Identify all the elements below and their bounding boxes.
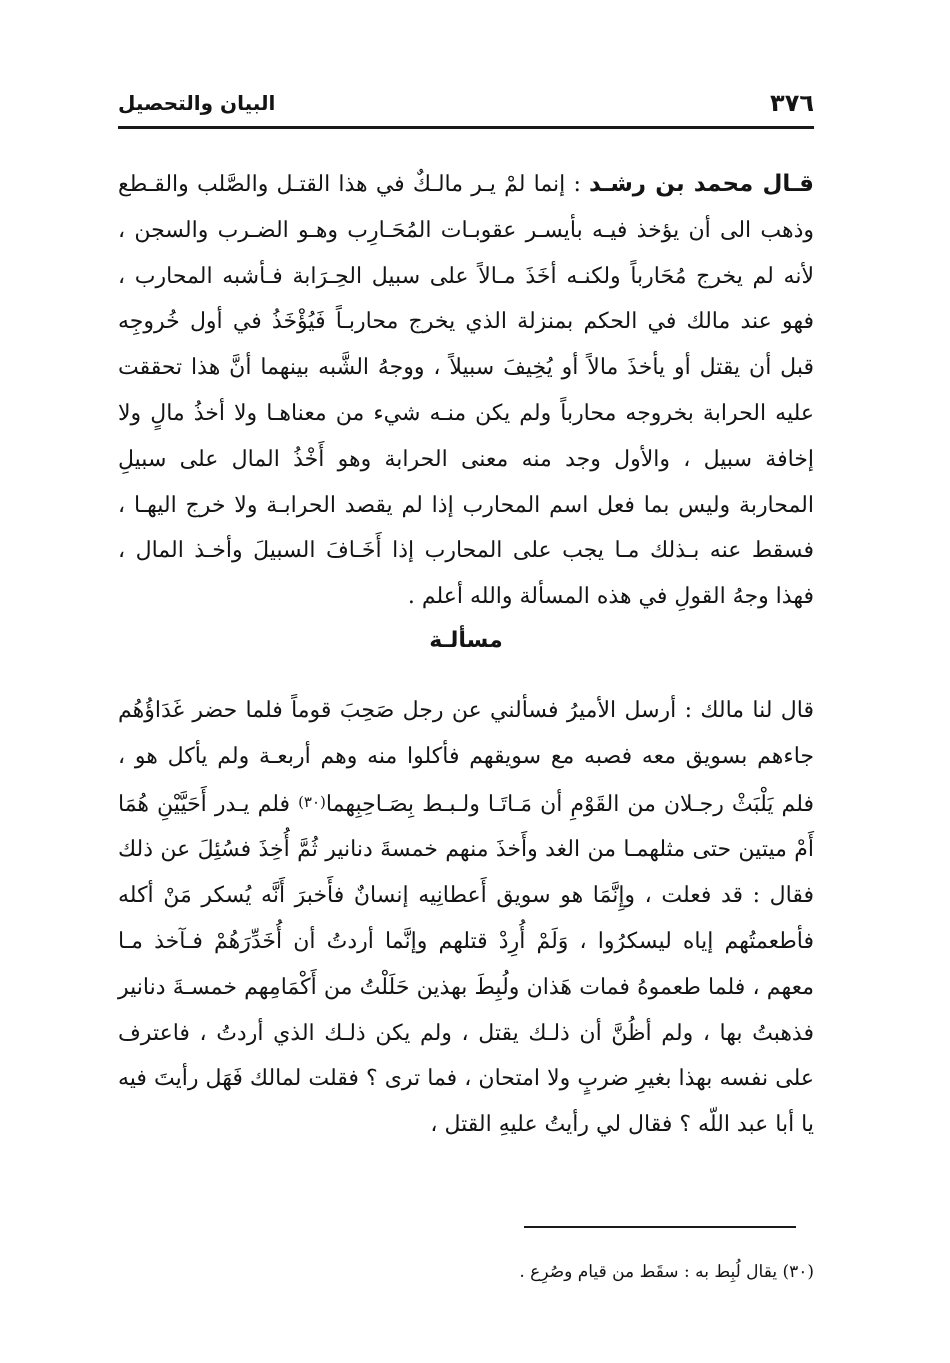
commentary-paragraph	[118, 162, 814, 622]
question-paragraph	[118, 688, 814, 1208]
commentary-speaker: قـال محمد بن رشـد	[589, 171, 814, 197]
page-header	[118, 86, 814, 129]
footnote-reference: (٣٠)	[298, 792, 326, 811]
running-title: البيان والتحصيل	[118, 91, 276, 115]
footnote-text: (٣٠) يقال لُبِط به : سقَط من قيام وصُرِع .	[519, 1262, 814, 1282]
page-number: ٣٧٦	[770, 89, 814, 117]
question-body-end: فلم يـدر أَحَيَّيْنِ هُمَا أَمْ ميتين حتى مثلهمـا من الغد وأَخذَ منهم خمسةَ دنانير ثُمَّ أُخِذَ فسُئِلَ عن ذلك فقال : قد فعلت ، وإِنَّمَا هو سويق أَعطانِيه إنسانٌ فأَخبرَ أَنَّه يُسكر مَنْ أكله فأطعمتُهم إياه ليسكرُوا ، وَلَمْ أُرِدْ قتلهم وإنَّما أردتُ أن أُخَدِّرَهُمْ فـآخذ مـا معهم ، فلما طعموهُ فمات هَذان ولُبِطَ بهذين حَلَلْتُ من أَكْمَامِهم خمسـةَ دنانير فذهبتُ بها ، ولم أظُنَّ أن ذلـك يقتل ، ولم يكن ذلـك الذي أردتُ ، فاعترف على نفسه بهذا بغيرِ ضربٍ ولا امتحان ، فما ترى ؟ فقلت لمالك فَهَل رأيتَ فيه يا أبا عبد اللّه ؟ فقال لي رأيتُ عليهِ القتل ،	[118, 791, 814, 1138]
section-heading: مسألـة	[429, 628, 503, 653]
commentary-text	[118, 162, 814, 620]
question-text	[118, 688, 814, 1148]
footnote-divider	[524, 1226, 796, 1228]
question-body-start: قال لنا مالك : أرسل الأميرُ فسألني عن رجل صَحِبَ قوماً فلما حضر غَدَاؤُهُم جاءهم بسويق معه فصبه مع سويقهم فأكلوا منه وهم أربعـة ولم يأكل هو ، فلم يَلْبَثْ رجـلان من القَوْمِ أن مَـاتَـا ولـبـط بِصَـاحِبِهما	[118, 698, 814, 817]
commentary-body: : إنما لمْ يـر مالـكٌ في هذا القتـل والصَّلب والقـطع وذهب الى أن يؤخذ فيـه بأيسـر عقوبـات المُحَـارِب وهـو الضـرب والسجن ، لأنه لم يخرج مُحَارباً ولكنـه أخَذَ مـالاً على سبيل الحِـرَابة فـأشبه المحارب ، فهو عند مالك في الحكم بمنزلة الذي يخرج محاربـاً فَيُؤْخَذُ في أول خُروجِه قبل أن يقتل أو يأخذَ مالاً أو يُخِيفَ سبيلاً ، ووجهُ الشَّبه بينهما أنَّ هذا تحققت عليه الحرابة بخروجه محارباً ولم يكن منـه شيء من معناهـا ولا أخذُ مالٍ ولا إخافة سبيل ، والأول وجد منه معنى الحرابة وهو أَخْذُ المال على سبيلِ المحاربة وليس بما فعل اسم المحارب إذا لم يقصد الحرابـة ولا خرج اليهـا ، فسقط عنه بـذلك مـا يجب على المحارب إذا أَخَـافَ السبيلَ وأخـذ المال ، فهذا وجهُ القولِ في هذه المسألة والله أعلم .	[118, 172, 814, 610]
